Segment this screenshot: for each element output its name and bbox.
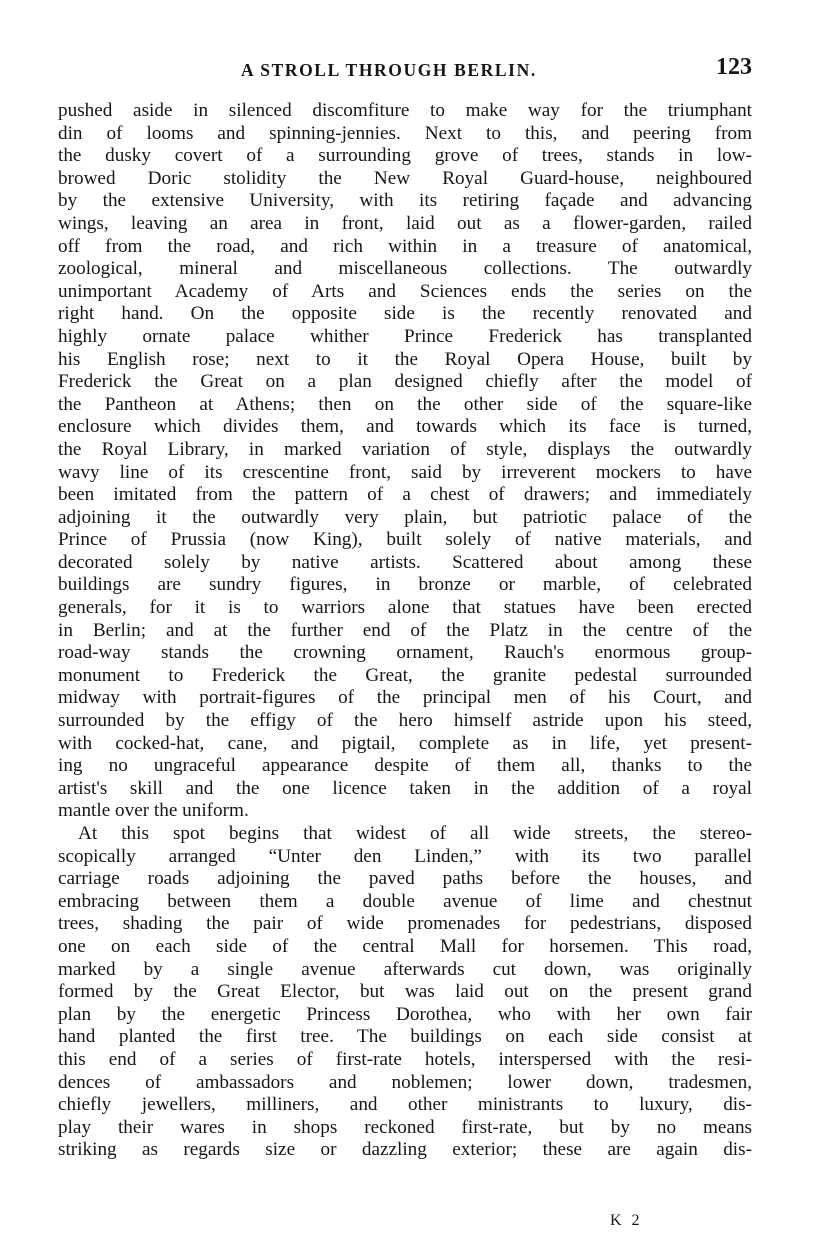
text-line: highly ornate palace whither Prince Frederick has transplanted [58, 325, 752, 347]
text-line: Frederick the Great on a plan designed chiefly after the model of [58, 371, 752, 393]
text-line: scopically arranged “Unter den Linden,” with its two parallel [58, 845, 752, 867]
text-line: adjoining it the outwardly very plain, but patriotic palace of the [58, 506, 752, 528]
text-line: his English rose; next to it the Royal Opera House, built by [58, 348, 752, 370]
text-line: decorated solely by native artists. Scattered about among these [58, 551, 752, 573]
text-line: carriage roads adjoining the paved paths before the houses, and [58, 868, 752, 890]
page-number: 123 [716, 54, 752, 80]
text-line: off from the road, and rich within in a treasure of anatomical, [58, 235, 752, 257]
paragraph-start-line: At this spot begins that widest of all wide streets, the stereo- [78, 823, 752, 844]
text-line: zoological, mineral and miscellaneous collections. The outwardly [58, 258, 752, 280]
text-line: monument to Frederick the Great, the granite pedestal surrounded [58, 664, 752, 686]
text-line: wings, leaving an area in front, laid out as a flower-garden, railed [58, 212, 752, 234]
text-line: in Berlin; and at the further end of the Platz in the centre of the [58, 619, 752, 641]
text-line: one on each side of the central Mall for horsemen. This road, [58, 935, 752, 957]
text-line: by the extensive University, with its retiring façade and advancing [58, 190, 752, 212]
text-line: generals, for it is to warriors alone that statues have been erected [58, 597, 752, 619]
text-line: dences of ambassadors and noblemen; lower down, tradesmen, [58, 1071, 752, 1093]
text-line: right hand. On the opposite side is the recently renovated and [58, 303, 752, 325]
text-line: buildings are sundry figures, in bronze or marble, of celebrated [58, 574, 752, 596]
text-line: play their wares in shops reckoned first-rate, but by no means [58, 1116, 752, 1138]
text-line: ing no ungraceful appearance despite of them all, thanks to the [58, 755, 752, 777]
body-text [58, 100, 752, 1162]
text-line: the Pantheon at Athens; then on the other side of the square-like [58, 393, 752, 415]
text-line: chiefly jewellers, milliners, and other ministrants to luxury, dis- [58, 1094, 752, 1116]
text-line: browed Doric stolidity the New Royal Guard-house, neighboured [58, 167, 752, 189]
text-line: midway with portrait-figures of the principal men of his Court, and [58, 687, 752, 709]
text-line: surrounded by the effigy of the hero himself astride upon his steed, [58, 710, 752, 732]
text-line: formed by the Great Elector, but was laid out on the present grand [58, 981, 752, 1003]
text-line: plan by the energetic Princess Dorothea, who with her own fair [58, 1003, 752, 1025]
page-header [58, 54, 752, 88]
text-line: pushed aside in silenced discomfiture to make way for the triumphant [58, 100, 752, 121]
text-line: enclosure which divides them, and towards which its face is turned, [58, 416, 752, 438]
text-line: Prince of Prussia (now King), built solely of native materials, and [58, 529, 752, 551]
signature-mark: K 2 [610, 1212, 643, 1229]
running-title: A STROLL THROUGH BERLIN. [241, 60, 537, 80]
text-line: marked by a single avenue afterwards cut down, was originally [58, 958, 752, 980]
paragraph-end-line: mantle over the uniform. [58, 800, 249, 822]
text-line: striking as regards size or dazzling exterior; these are again dis- [58, 1139, 752, 1161]
text-line: artist's skill and the one licence taken in the addition of a royal [58, 777, 752, 799]
text-line: with cocked-hat, cane, and pigtail, complete as in life, yet present- [58, 732, 752, 754]
text-line: the dusky covert of a surrounding grove of trees, stands in low- [58, 145, 752, 167]
text-line: been imitated from the pattern of a chest of drawers; and immediately [58, 484, 752, 506]
text-line: trees, shading the pair of wide promenades for pedestrians, disposed [58, 913, 752, 935]
text-line: road-way stands the crowning ornament, Rauch's enormous group- [58, 642, 752, 664]
text-line: unimportant Academy of Arts and Sciences ends the series on the [58, 280, 752, 302]
text-line: embracing between them a double avenue of lime and chestnut [58, 890, 752, 912]
text-line: this end of a series of first-rate hotels, interspersed with the resi- [58, 1048, 752, 1070]
text-line: din of looms and spinning-jennies. Next to this, and peering from [58, 122, 752, 144]
text-line: hand planted the first tree. The buildings on each side consist at [58, 1026, 752, 1048]
text-line: the Royal Library, in marked variation of style, displays the outwardly [58, 438, 752, 460]
text-line: wavy line of its crescentine front, said by irreverent mockers to have [58, 461, 752, 483]
